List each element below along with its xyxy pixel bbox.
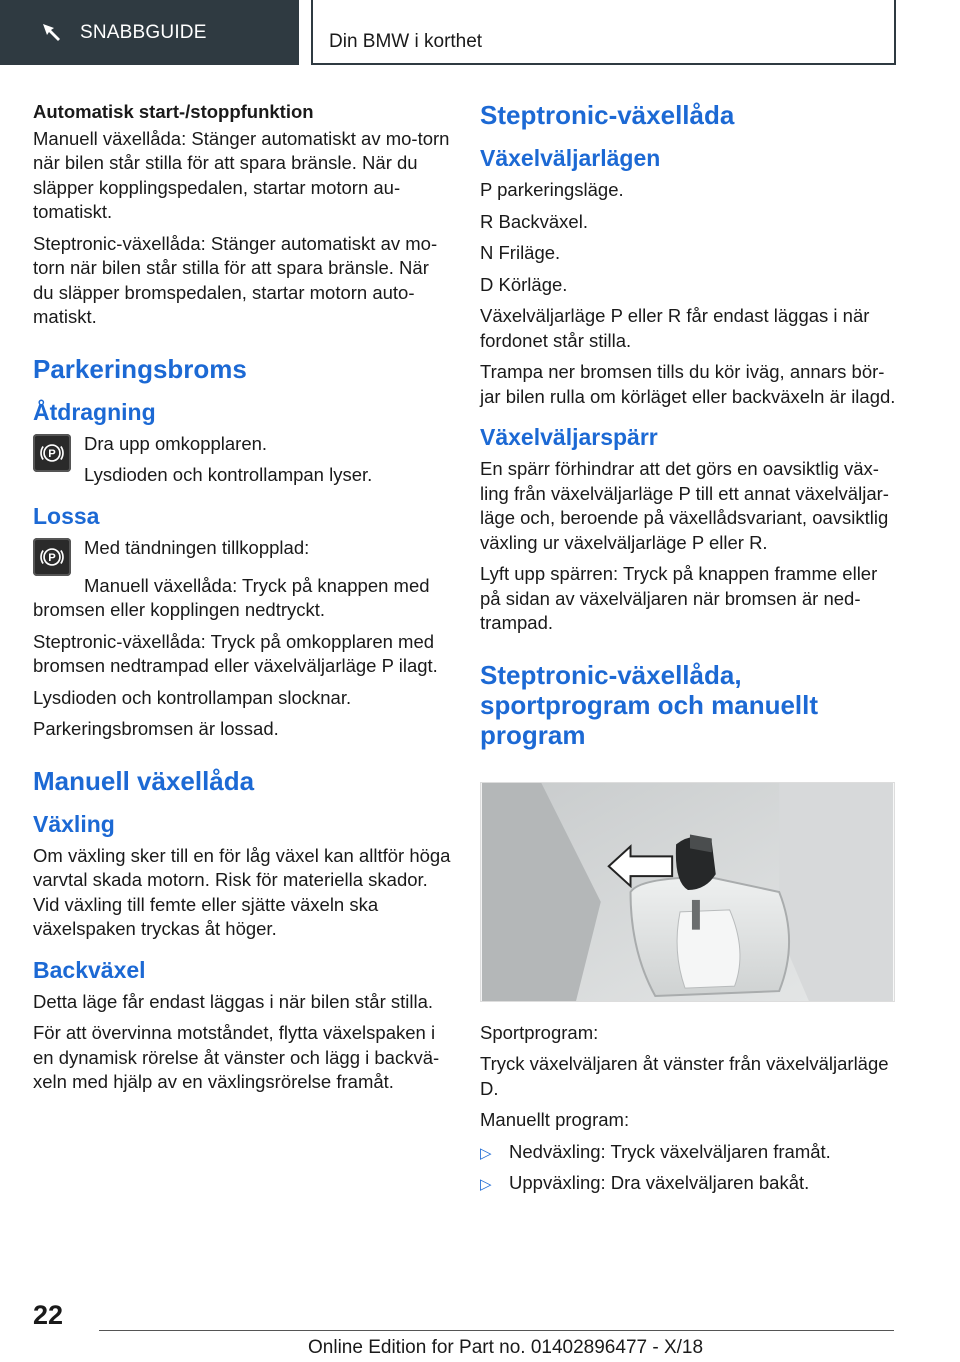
parking-brake-heading: Parkeringsbroms [33, 353, 247, 384]
reverse-text-2: För att övervinna motståndet, flytta växelspaken i en dynamisk rörelse åt vänster och lägg i backvä-xeln med hjälp av en växlingsrörelse framåt. [33, 1022, 440, 1092]
tab-label: SNABBGUIDE [80, 21, 207, 43]
release-step-1: Med tändningen tillkopplad: [84, 536, 310, 558]
apply-instruction [33, 432, 451, 488]
apply-step-1: Dra upp omkopplaren. [84, 432, 268, 454]
positions-note: Växelväljarläge P eller R får endast läggas i när fordonet står stilla. [480, 305, 870, 351]
list-item-text: Nedväxling: Tryck växelväljaren framåt. [509, 1140, 831, 1162]
footer-edition[interactable]: Online Edition for Part no. 01402896477 - X/18 [308, 1337, 704, 1358]
release-step-3: Steptronic-växellåda: Tryck på omkopplaren med bromsen nedtrampad eller växelväljarläge P ilagt. [33, 630, 438, 676]
auto-start-stop-title: Automatisk start-/stoppfunktion [33, 101, 314, 122]
steptronic-heading: Steptronic-växellåda [480, 100, 735, 130]
manual-gearbox-heading: Manuell växellåda [33, 765, 255, 796]
triangle-bullet-icon: ▷ [480, 1144, 492, 1162]
triangle-bullet-icon: ▷ [480, 1176, 492, 1193]
selector-lock-text-1: En spärr förhindrar att det görs en oavsiktlig väx-ling från växelväljarläge P till ett annat växelväljar-läge och, beroende på växellådsvariant, oavsiktlig växling ur växelväljarläge P eller R. [480, 458, 889, 553]
quick-guide-tab[interactable] [0, 0, 299, 65]
left-column [33, 100, 451, 1102]
apply-heading: Åtdragning [33, 398, 156, 425]
sport-label: Sportprogram: [480, 1021, 599, 1043]
selector-lock-text-2: Lyft upp spärren: Tryck på knappen framme eller på sidan av växelväljaren när bromsen är ned-trampad. [480, 563, 878, 633]
parking-brake-icon [33, 434, 71, 472]
footer-divider [99, 1330, 894, 1331]
release-heading: Lossa [33, 502, 100, 529]
sport-text: Tryck växelväljaren åt vänster från växelväljarläge D. [480, 1053, 889, 1099]
shifting-heading: Växling [33, 810, 115, 837]
gear-selector-photo [480, 782, 895, 1002]
manual-program-label: Manuellt program: [480, 1109, 630, 1130]
position-n: N Friläge. [480, 242, 561, 263]
list-item-text: Uppväxling: Dra växelväljaren bakåt. [509, 1172, 810, 1193]
auto-steptronic-text: Steptronic-växellåda: Stänger automatiskt av mo-torn när bilen står stilla för att spara bränsle. När du släpper bromspedalen, startar motorn auto-matiskt. [33, 232, 438, 327]
reverse-heading: Backväxel [33, 956, 146, 983]
breadcrumb [311, 0, 896, 65]
apply-step-2: Lysdioden och kontrollampan lyser. [84, 464, 373, 485]
position-r: R Backväxel. [480, 210, 588, 232]
release-step-4: Lysdioden och kontrollampan slocknar. [33, 686, 352, 708]
selector-lock-heading: Växelväljarspärr [480, 424, 658, 450]
parking-brake-icon [33, 538, 71, 576]
svg-text:P: P [48, 447, 56, 460]
breadcrumb-text[interactable]: Din BMW i korthet [329, 31, 483, 52]
shifting-text: Om växling sker till en för låg växel kan alltför höga varvtal skada motorn. Risk för materiella skador. Vid växling till femte eller sjätte växeln ska växelspaken tryckas åt höger. [33, 844, 451, 939]
selector-positions-heading: Växelväljarlägen [480, 145, 661, 171]
sport-manual-heading: Steptronic-växellåda, sportprogram och manuellt program [480, 659, 819, 750]
page-number: 22 [33, 1300, 64, 1330]
list-item [480, 1171, 897, 1196]
svg-text:P: P [48, 551, 56, 564]
star-icon [40, 20, 66, 46]
position-p: P parkeringsläge. [480, 179, 624, 200]
auto-manual-text: Manuell växellåda: Stänger automatiskt av mo-torn när bilen står stilla för att spara bränsle. När du släpper kopplingspedalen, startar motorn au-tomatiskt. [33, 127, 450, 222]
position-d: D Körläge. [480, 273, 568, 295]
right-column [480, 100, 897, 1203]
release-instruction [33, 536, 451, 574]
release-step-5: Parkeringsbromsen är lossad. [33, 718, 279, 739]
reverse-text-1: Detta läge får endast läggas i när bilen står stilla. [33, 990, 434, 1012]
list-item [480, 1140, 897, 1165]
release-step-2: Manuell växellåda: Tryck på knappen med bromsen eller kopplingen nedtryckt. [33, 574, 430, 620]
positions-note-2: Trampa ner bromsen tills du kör iväg, annars bör-jar bilen rulla om körläget eller backväxeln är ilagd. [480, 361, 896, 407]
